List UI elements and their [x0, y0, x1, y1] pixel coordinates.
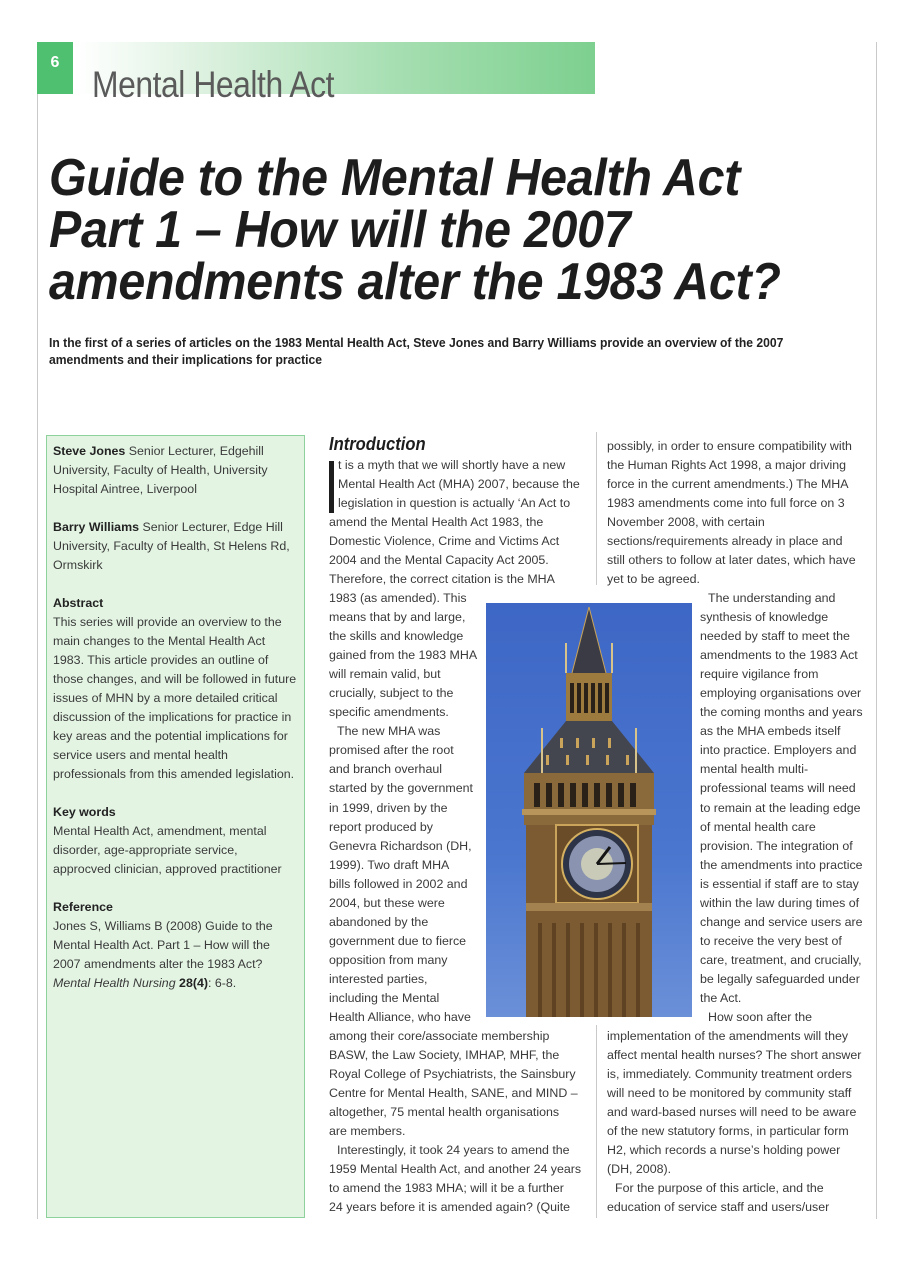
text-line: of the new statutory forms, in particular form: [607, 1124, 849, 1139]
text-line: affect mental health nurses? The short answer: [607, 1048, 862, 1063]
text-line: gained from the 1983 MHA: [329, 648, 478, 663]
author-affiliation: Senior Lecturer, Edgehill University, Faculty of Health, University Hospital Aintree, Liverpool: [53, 444, 268, 496]
text-line: the Human Rights Act 1998, a major driving: [607, 458, 846, 473]
col3-top-lines: [607, 437, 856, 589]
article-title-line: amendments alter the 1983 Act?: [49, 253, 781, 311]
text-line: are members.: [329, 1124, 406, 1139]
author-entry: [53, 518, 298, 575]
text-line: be legally safeguarded under: [700, 971, 860, 986]
col3-narrow-lines: [700, 589, 863, 1027]
big-ben-illustration: [486, 603, 692, 1017]
text-line: force in the current amendments.) The MHA: [607, 477, 849, 492]
text-line: provision. The integration of: [700, 838, 853, 853]
text-line: Mental Health Act (MHA) 2007, because the: [338, 477, 580, 492]
text-line: into practice. Employers and: [700, 743, 857, 758]
text-line: (DH, 2008).: [607, 1162, 672, 1177]
text-line: H2, which records a nurse’s holding power: [607, 1143, 841, 1158]
text-line: employing organisations over: [700, 686, 862, 701]
text-line: yet to be agreed.: [607, 572, 700, 587]
page-border-left: [37, 94, 38, 1219]
text-line: Health Alliance, who have: [329, 1010, 471, 1025]
text-line: will remain valid, but: [329, 667, 441, 682]
text-line: to receive the very best of: [700, 933, 842, 948]
text-line: is, immediately. Community treatment orders: [607, 1067, 852, 1082]
text-line: The understanding and: [708, 591, 836, 605]
section-title: Mental Health Act: [92, 64, 335, 105]
text-line: 24 years before it is amended again? (Quite: [329, 1200, 571, 1215]
clock-face-icon: [562, 829, 632, 899]
text-line: amend the Mental Health Act 1983, the: [329, 515, 544, 529]
text-line: to amend the 1983 MHA; will it be a further: [329, 1181, 564, 1196]
reference-block: [53, 898, 298, 993]
text-line: still others to follow at later dates, which have: [607, 553, 856, 568]
col2-bottom-lines: [329, 1027, 581, 1217]
text-line: Centre for Mental Health, SANE, and MIND –: [329, 1086, 578, 1101]
keywords-text: Mental Health Act, amendment, mental disorder, age-appropriate service, approcved clinician, approved practitioner: [53, 824, 282, 876]
text-line: possibly, in order to ensure compatibility with: [607, 439, 852, 453]
author-info-sidebar: [46, 435, 305, 1218]
text-line: change and service users are: [700, 914, 863, 929]
text-line: professional teams will need: [700, 781, 856, 796]
text-line: Genevra Richardson (DH,: [329, 838, 472, 853]
text-line: bills followed in 2002 and: [329, 876, 468, 891]
text-line: education of service staff and users/user: [607, 1200, 830, 1215]
text-line: 1983 (as amended). This: [329, 591, 467, 605]
text-line: Therefore, the correct citation is the MHA: [329, 572, 555, 587]
author-name: Steve Jones: [53, 444, 126, 458]
text-line: promised after the root: [329, 743, 454, 758]
text-line: started by the government: [329, 781, 473, 796]
column-divider: [596, 1025, 597, 1218]
text-line: t is a myth that we will shortly have a new: [338, 458, 566, 472]
text-line: Domestic Violence, Crime and Victims Act: [329, 534, 560, 549]
text-line: opposition from many: [329, 952, 448, 967]
keywords-block: [53, 803, 298, 879]
text-line: legislation in question is actually ‘An Act to: [338, 496, 571, 511]
text-line: specific amendments.: [329, 705, 449, 720]
standfirst: In the first of a series of articles on the 1983 Mental Health Act, Steve Jones and Barry Williams provide an overview of the 2007 amendments and their implications for practice: [49, 335, 784, 367]
abstract-block: [53, 594, 298, 784]
text-line: Royal College of Psychiatrists, the Sainsbury: [329, 1067, 576, 1082]
text-line: sections/requirements already in place and: [607, 534, 843, 549]
text-line: How soon after the: [708, 1010, 813, 1025]
text-line: government due to fierce: [329, 933, 467, 948]
text-line: means that by and large,: [329, 610, 466, 625]
reference-journal: Mental Health Nursing: [53, 976, 176, 990]
article-title-line: Part 1 – How will the 2007: [49, 201, 631, 259]
author-affiliation: Senior Lecturer, Edge Hill University, Faculty of Health, St Helens Rd, Ormskirk: [53, 520, 290, 572]
col2-top-lines: [329, 513, 559, 589]
text-line: and ward-based nurses will need to be aware: [607, 1105, 857, 1120]
text-line: altogether, 75 mental health organisations: [329, 1105, 560, 1120]
reference-volume: 28(4): [179, 976, 208, 990]
text-line: 2004 and the Mental Capacity Act 2005.: [329, 553, 549, 568]
text-line: require vigilance from: [700, 667, 819, 682]
text-line: and branch overhaul: [329, 762, 442, 777]
text-line: 1959 Mental Health Act, and another 24 years: [329, 1162, 582, 1177]
text-line: November 2008, with certain: [607, 515, 765, 530]
page-number: 6: [50, 54, 60, 71]
text-line: to remain at the leading edge: [700, 800, 861, 815]
text-line: report produced by: [329, 819, 434, 834]
text-line: will need to be monitored by community staff: [607, 1086, 852, 1101]
column-divider: [596, 432, 597, 585]
article-title: [49, 149, 812, 311]
text-line: including the Mental: [329, 990, 440, 1005]
text-line: Interestingly, it took 24 years to amend the: [337, 1143, 570, 1158]
drop-cap-I: [329, 461, 334, 513]
reference-pages: : 6-8.: [207, 976, 237, 990]
col2-dropcap-lines: [338, 456, 580, 513]
abstract-text: This series will provide an overview to the main changes to the Mental Health Act 1983. This article provides an outline of those changes, and will be followed in future issues of MHN by a more detailed critical discussion of the implications for practice in key areas and the potential implications for service users and mental health professionals from this amended legislation.: [53, 615, 297, 781]
author-name: Barry Williams: [53, 520, 139, 534]
page-number-badge: [37, 42, 73, 94]
article-title-line: Guide to the Mental Health Act: [49, 149, 741, 207]
text-line: as the MHA embeds itself: [700, 724, 841, 739]
text-line: the Act.: [700, 990, 742, 1005]
text-line: care, treatment, and crucially,: [700, 952, 862, 967]
text-line: is essential if staff are to stay: [700, 876, 859, 891]
text-line: 2004, but these were: [329, 895, 445, 910]
text-line: The new MHA was: [337, 724, 441, 739]
text-line: in 1999, driven by the: [329, 800, 448, 815]
text-line: the amendments into practice: [700, 857, 863, 872]
reference-heading: Reference: [53, 900, 113, 914]
text-line: mental health multi-: [700, 762, 809, 777]
text-line: needed by staff to meet the: [700, 629, 850, 644]
text-line: 1983 amendments come into full force on 3: [607, 496, 845, 511]
text-line: of mental health care: [700, 819, 816, 834]
page-border-right: [876, 42, 877, 1219]
text-line: 1999). Two draft MHA: [329, 857, 450, 872]
author-entry: [53, 442, 298, 499]
text-line: within the law during times of: [700, 895, 860, 910]
introduction-heading: Introduction: [329, 434, 426, 454]
text-line: amendments to the 1983 Act: [700, 648, 858, 663]
text-line: BASW, the Law Society, IMHAP, MHF, the: [329, 1048, 560, 1063]
text-line: abandoned by the: [329, 914, 429, 929]
col2-narrow-lines: [329, 589, 477, 1027]
text-line: interested parties,: [329, 971, 428, 986]
abstract-heading: Abstract: [53, 596, 104, 610]
text-line: For the purpose of this article, and the: [615, 1181, 824, 1196]
reference-text: Jones S, Williams B (2008) Guide to the Mental Health Act. Part 1 – How will the 2007 amendments alter the 1983 Act?: [53, 919, 273, 971]
text-line: implementation of the amendments will they: [607, 1029, 849, 1043]
text-line: synthesis of knowledge: [700, 610, 829, 625]
col3-bottom-lines: [607, 1027, 861, 1217]
text-line: the skills and knowledge: [329, 629, 464, 644]
text-line: the coming months and years: [700, 705, 863, 720]
keywords-heading: Key words: [53, 805, 116, 819]
text-line: crucially, subject to the: [329, 686, 454, 701]
text-line: among their core/associate membership: [329, 1029, 550, 1043]
big-ben-photo: [486, 603, 692, 1017]
